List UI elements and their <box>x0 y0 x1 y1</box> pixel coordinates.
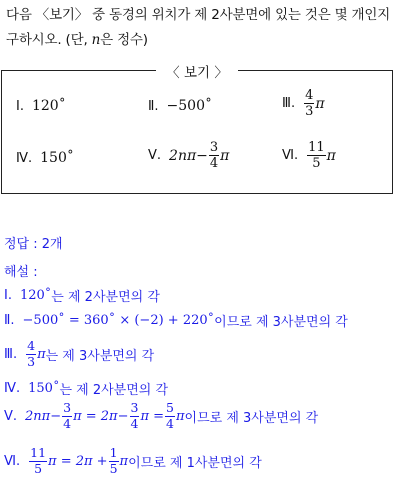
option-6 <box>282 141 336 170</box>
explanation-label: 해설 : <box>4 265 38 280</box>
explanation-1-text: 는 제 2사분면의 각 <box>51 290 160 305</box>
explanation-5-text: 이므로 제 3사분면의 각 <box>184 410 319 426</box>
option-3-fraction: $\frac{4}{3}$ <box>305 88 314 119</box>
option-5 <box>148 141 229 170</box>
explanation-5-fraction-1: $\frac{3}{4}$ <box>63 400 72 431</box>
options-box-title: 〈 보기 〉 <box>2 61 392 81</box>
explanation-1-expr: 120˚ <box>19 288 52 303</box>
explanation-2-expr: −500˚ = 360˚ × (−2) + 220˚ <box>22 313 215 328</box>
explanation-4-text: 는 제 2사분면의 각 <box>59 383 169 398</box>
option-1-number: Ⅰ. <box>16 98 24 114</box>
option-3-number: Ⅲ. <box>282 96 296 111</box>
explanation-5-fraction-2: $\frac{3}{4}$ <box>130 400 139 431</box>
explanation-2-number: Ⅱ. <box>4 313 15 328</box>
option-4-expr: 150˚ <box>40 150 74 166</box>
explanation-line-2 <box>4 311 348 330</box>
option-6-fraction: $\frac{11}{5}$ <box>308 140 325 171</box>
explanation-3-number: Ⅲ. <box>4 346 18 362</box>
option-2 <box>148 98 212 114</box>
explanation-3-text: 는 제 3사분면의 각 <box>45 348 155 364</box>
explanation-5-c: π = <box>140 408 165 424</box>
explanation-6-fraction-1: $\frac{11}{5}$ <box>30 445 47 476</box>
question-line-2-start: 구하시오. (단, <box>6 32 92 48</box>
explanation-line-4 <box>4 379 168 398</box>
explanation-5-a: 2nπ− <box>25 408 62 424</box>
explanation-line-3 <box>4 340 154 368</box>
option-5-fraction: $\frac{3}{4}$ <box>209 140 219 171</box>
option-3 <box>282 89 325 118</box>
option-1 <box>16 98 66 114</box>
option-5-number: Ⅴ. <box>148 148 162 163</box>
question-line-2-end: 은 정수) <box>100 32 148 48</box>
explanation-6-a: π = 2π + <box>48 453 108 469</box>
options-box <box>1 65 393 194</box>
option-2-expr: −500˚ <box>166 98 212 114</box>
option-3-pi: π <box>315 95 325 112</box>
explanation-5-d: π <box>175 408 185 424</box>
explanation-3-fraction: $\frac{4}{3}$ <box>27 338 36 369</box>
answer-label: 정답 : 2개 <box>4 237 63 252</box>
explanation-2-text: 이므로 제 3사분면의 각 <box>214 315 348 330</box>
explanation-4-number: Ⅳ. <box>4 381 21 396</box>
question-line-1: 다음 〈보기〉 중 동경의 위치가 제 2사분면에 있는 것은 몇 개인지 <box>6 7 391 23</box>
explanation-line-5 <box>4 402 318 430</box>
explanation-line-1 <box>4 286 160 305</box>
explanation-6-b: π <box>119 453 129 469</box>
explanation-5-fraction-3: $\frac{5}{4}$ <box>166 400 174 431</box>
explanation-5-b: π = 2π− <box>73 408 129 424</box>
explanation-5-number: Ⅴ. <box>4 408 18 424</box>
question-line-2 <box>6 28 398 53</box>
option-4-number: Ⅳ. <box>16 150 33 166</box>
question-variable-n: n <box>91 32 101 48</box>
option-6-number: Ⅵ. <box>282 148 299 163</box>
option-2-number: Ⅱ. <box>148 98 159 114</box>
explanation-4-expr: 150˚ <box>28 381 60 396</box>
explanation-1-number: Ⅰ. <box>4 288 12 303</box>
option-1-expr: 120˚ <box>31 98 66 114</box>
question <box>6 3 398 53</box>
explanation-6-text: 이므로 제 1사분면의 각 <box>128 455 262 471</box>
explanation-3-pi: π <box>37 346 46 362</box>
explanation-6-number: Ⅵ. <box>4 453 21 469</box>
option-5-lead: 2nπ− <box>169 147 208 164</box>
explanation-line-6 <box>4 447 262 475</box>
option-6-pi: π <box>326 147 336 164</box>
explanation-6-fraction-2: $\frac{1}{5}$ <box>109 445 118 476</box>
option-5-pi: π <box>220 147 230 164</box>
option-4 <box>16 150 74 166</box>
